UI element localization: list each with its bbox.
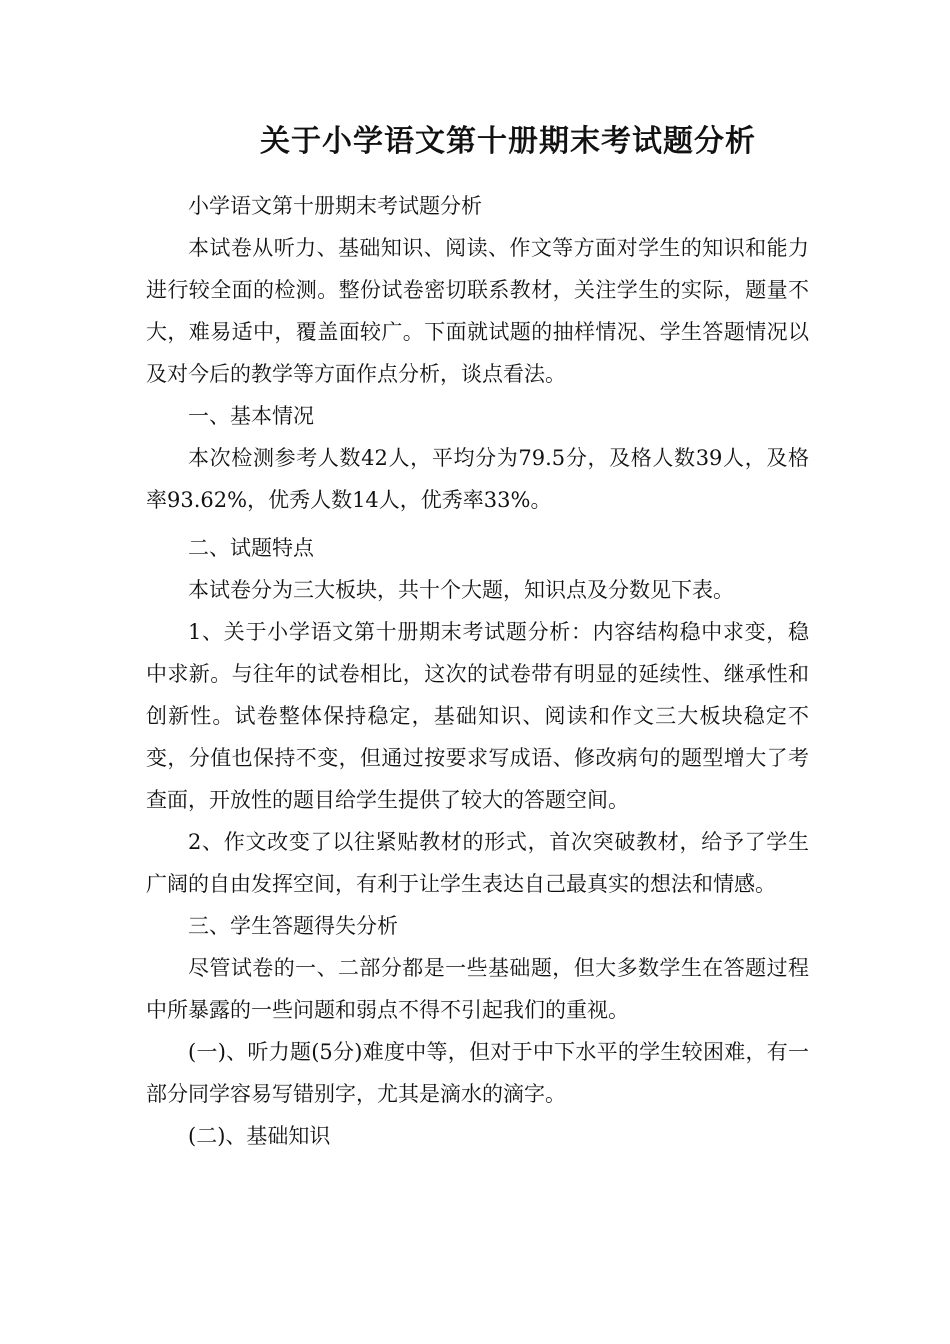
document-title: 关于小学语文第十册期末考试题分析 — [260, 124, 756, 159]
heading-answer-analysis: 三、学生答题得失分析 — [188, 914, 398, 938]
heading-basic-knowledge: (二)、基础知识 — [188, 1124, 331, 1148]
heading-exam-features: 二、试题特点 — [188, 536, 314, 560]
paragraph-structure: 本试卷分为三大板块，共十个大题，知识点及分数见下表。 — [188, 578, 734, 602]
paragraph-intro: 本试卷从听力、基础知识、阅读、作文等方面对学生的知识和能力进行较全面的检测。整份试卷密切联系教材，关注学生的实际，题量不大，难易适中，覆盖面较广。下面就试题的抽样情况、学生答题情况以及对今后的教学等方面作点分析，谈点看法。 — [146, 236, 809, 386]
paragraph-listening: (一)、听力题(5分)难度中等，但对于中下水平的学生较困难，有一部分同学容易写错别字，尤其是滴水的滴字。 — [146, 1040, 809, 1106]
paragraph-feature-1: 1、关于小学语文第十册期末考试题分析：内容结构稳中求变，稳中求新。与往年的试卷相比，这次的试卷带有明显的延续性、继承性和创新性。试卷整体保持稳定，基础知识、阅读和作文三大板块稳定不变，分值也保持不变，但通过按要求写成语、修改病句的题型增大了考查面，开放性的题目给学生提供了较大的答题空间。 — [146, 620, 809, 812]
paragraph-answer-overview: 尽管试卷的一、二部分都是一些基础题，但大多数学生在答题过程中所暴露的一些问题和弱点不得不引起我们的重视。 — [146, 956, 809, 1022]
document-body — [146, 185, 809, 1157]
paragraph-feature-2: 2、作文改变了以往紧贴教材的形式，首次突破教材，给予了学生广阔的自由发挥空间，有利于让学生表达自己最真实的想法和情感。 — [146, 830, 809, 896]
paragraph-statistics: 本次检测参考人数42人，平均分为79.5分，及格人数39人，及格率93.62%，优秀人数14人，优秀率33%。 — [146, 446, 809, 512]
heading-basic-info: 一、基本情况 — [188, 404, 314, 428]
paragraph-subtitle: 小学语文第十册期末考试题分析 — [188, 194, 482, 218]
